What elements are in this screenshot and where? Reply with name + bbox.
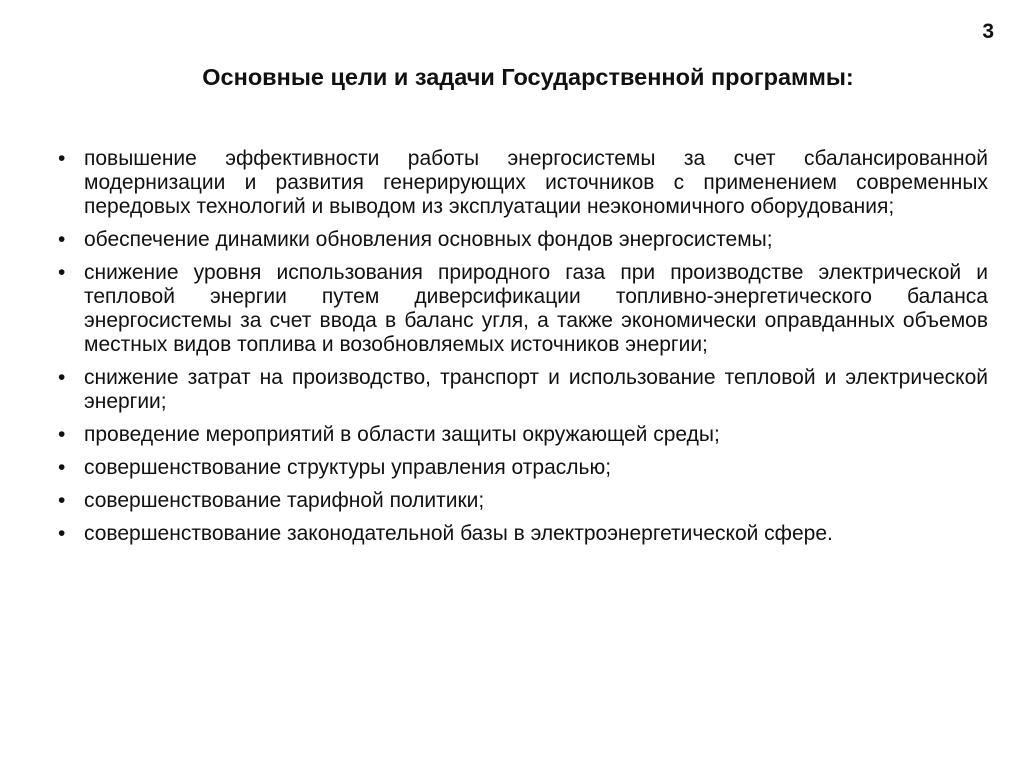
- list-item: [58, 228, 988, 252]
- page-number: 3: [982, 20, 994, 43]
- list-item-text: снижение затрат на производство, транспорт и использование тепловой и электрической энергии;: [84, 366, 988, 413]
- bullet-icon: •: [58, 228, 66, 251]
- page-title: Основные цели и задачи Государственной программы:: [202, 64, 854, 90]
- bullet-icon: •: [58, 366, 66, 389]
- list-item-text: совершенствование структуры управления отраслью;: [84, 456, 612, 479]
- list-item-text: проведение мероприятий в области защиты окружающей среды;: [84, 423, 720, 446]
- list-item: [58, 456, 988, 480]
- list-item: [58, 522, 988, 546]
- list-item: [58, 366, 988, 414]
- list-item: [58, 147, 988, 219]
- bullet-icon: •: [58, 423, 66, 446]
- list-item-text: совершенствование законодательной базы в электроэнергетической сфере.: [84, 522, 833, 545]
- list-item-text: совершенствование тарифной политики;: [84, 489, 485, 512]
- bullet-icon: •: [58, 489, 66, 512]
- bullet-icon: •: [58, 522, 66, 545]
- list-item-text: обеспечение динамики обновления основных фондов энергосистемы;: [84, 228, 773, 251]
- list-item: [58, 261, 988, 357]
- bullet-icon: •: [58, 456, 66, 479]
- goals-list: [58, 147, 988, 555]
- list-item-text: повышение эффективности работы энергосистемы за счет сбалансированной модернизации и развития генерирующих источников с применением современных передовых технологий и выводом из эксплуатации неэкономичного оборудования;: [84, 147, 988, 218]
- list-item: [58, 423, 988, 447]
- bullet-icon: •: [58, 147, 66, 170]
- list-item: [58, 489, 988, 513]
- bullet-icon: •: [58, 261, 66, 284]
- list-item-text: снижение уровня использования природного газа при производстве электрической и тепловой энергии путем диверсификации топливно-энергетического баланса энергосистемы за счет ввода в баланс угля, а также экономически оправданных объемов местных видов топлива и возобновляемых источников энергии;: [84, 261, 988, 356]
